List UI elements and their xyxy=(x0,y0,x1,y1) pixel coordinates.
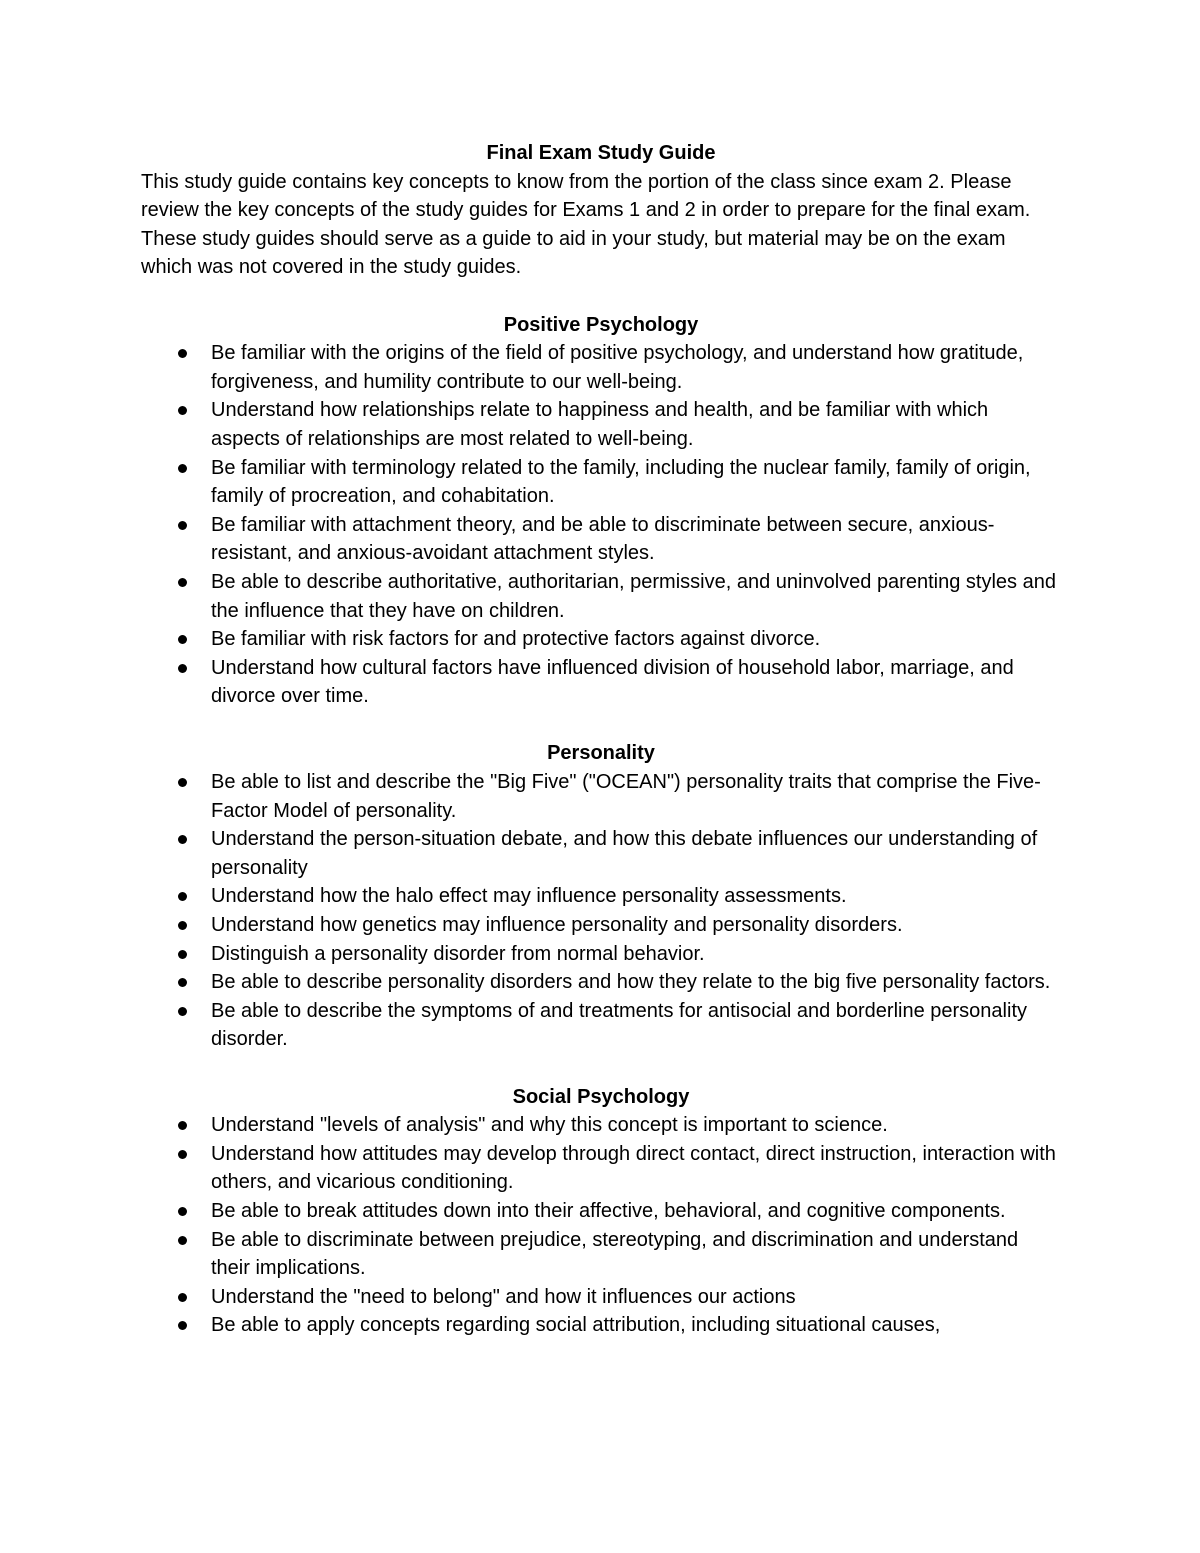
list-item-text: Understand how the halo effect may influence personality assessments. xyxy=(211,885,847,908)
list-item xyxy=(141,568,1061,625)
section-title: Positive Psychology xyxy=(503,313,699,336)
list-item-text: Be familiar with risk factors for and protective factors against divorce. xyxy=(211,628,821,651)
list-item xyxy=(141,625,1061,654)
list-item xyxy=(141,968,1061,997)
list-item-text: Understand the "need to belong" and how it influences our actions xyxy=(211,1285,796,1308)
list-item-text: Understand "levels of analysis" and why this concept is important to science. xyxy=(211,1114,888,1137)
list-item xyxy=(141,511,1061,568)
list-item xyxy=(141,768,1061,825)
section-title: Personality xyxy=(547,742,655,765)
list-item-text: Be familiar with the origins of the field of positive psychology, and understand how gratitude, forgiveness, and humility contribute to our well-being. xyxy=(211,342,1024,393)
bullet-icon xyxy=(178,349,187,358)
list-item-text: Understand how cultural factors have influenced division of household labor, marriage, and divorce over time. xyxy=(211,656,1014,708)
list-item-text: Be able to describe authoritative, authoritarian, permissive, and uninvolved parenting styles and the influence that they have on children. xyxy=(211,570,1056,622)
bullet-icon xyxy=(178,778,187,787)
list-item xyxy=(141,339,1061,396)
bullet-icon xyxy=(178,664,187,673)
section-personality xyxy=(141,739,1061,1054)
list-item-text: Be familiar with terminology related to the family, including the nuclear family, family of origin, family of procreation, and cohabitation. xyxy=(211,456,1031,508)
list-item xyxy=(141,1197,1061,1226)
bullet-icon xyxy=(178,406,187,415)
list-item xyxy=(141,1111,1061,1140)
list-item xyxy=(141,654,1061,711)
list-item-text: Understand how attitudes may develop through direct contact, direct instruction, interaction with others, and vicarious conditioning. xyxy=(211,1142,1056,1194)
bullet-list xyxy=(141,1111,1061,1340)
list-item-text: Distinguish a personality disorder from normal behavior. xyxy=(211,942,705,965)
bullet-icon xyxy=(178,1007,187,1016)
list-item xyxy=(141,1311,1061,1340)
list-item xyxy=(141,911,1061,940)
list-item-text: Be able to describe the symptoms of and treatments for antisocial and borderline personality disorder. xyxy=(211,999,1027,1051)
section-positive-psychology xyxy=(141,311,1061,711)
section-social-psychology xyxy=(141,1083,1061,1340)
list-item-text: Understand the person-situation debate, and how this debate influences our understanding of personality xyxy=(211,828,1038,879)
document-title: Final Exam Study Guide xyxy=(486,142,716,164)
bullet-icon xyxy=(178,978,187,987)
list-item xyxy=(141,882,1061,911)
intro-paragraph: This study guide contains key concepts to know from the portion of the class since exam 2. Please review the key concepts of the study guides for Exams 1 and 2 in order to prepare for the final exam. These study guides should serve as a guide to aid in your study, but material may be on the exam which was not covered in the study guides. xyxy=(141,170,1031,279)
bullet-icon xyxy=(178,1293,187,1302)
bullet-list xyxy=(141,768,1061,1054)
bullet-icon xyxy=(178,578,187,587)
list-item xyxy=(141,1283,1061,1312)
bullet-icon xyxy=(178,950,187,959)
list-item-text: Be able to apply concepts regarding social attribution, including situational causes, xyxy=(211,1314,941,1337)
list-item xyxy=(141,825,1061,882)
list-item-text: Be able to describe personality disorders and how they relate to the big five personality factors. xyxy=(211,971,1051,994)
list-item xyxy=(141,1140,1061,1197)
bullet-icon xyxy=(178,464,187,473)
section-title: Social Psychology xyxy=(512,1085,690,1108)
list-item-text: Be familiar with attachment theory, and be able to discriminate between secure, anxious-resistant, and anxious-avoidant attachment styles. xyxy=(211,513,995,565)
list-item-text: Be able to discriminate between prejudice, stereotyping, and discrimination and understand their implications. xyxy=(211,1228,1019,1280)
bullet-icon xyxy=(178,835,187,844)
bullet-icon xyxy=(178,521,187,530)
list-item xyxy=(141,454,1061,511)
list-item xyxy=(141,1226,1061,1283)
bullet-icon xyxy=(178,1236,187,1245)
list-item-text: Be able to list and describe the "Big Five" ("OCEAN") personality traits that comprise the Five-Factor Model of personality. xyxy=(211,771,1041,822)
bullet-icon xyxy=(178,1150,187,1159)
list-item-text: Understand how genetics may influence personality and personality disorders. xyxy=(211,914,903,937)
list-item xyxy=(141,396,1061,453)
bullet-icon xyxy=(178,1321,187,1330)
list-item-text: Be able to break attitudes down into their affective, behavioral, and cognitive components. xyxy=(211,1199,1006,1222)
bullet-icon xyxy=(178,635,187,644)
bullet-icon xyxy=(178,1121,187,1130)
bullet-icon xyxy=(178,921,187,930)
list-item-text: Understand how relationships relate to happiness and health, and be familiar with which aspects of relationships are most related to well-being. xyxy=(211,399,989,450)
bullet-list xyxy=(141,339,1061,711)
bullet-icon xyxy=(178,1207,187,1216)
list-item xyxy=(141,997,1061,1054)
document-page xyxy=(141,139,1061,1340)
bullet-icon xyxy=(178,892,187,901)
list-item xyxy=(141,940,1061,969)
